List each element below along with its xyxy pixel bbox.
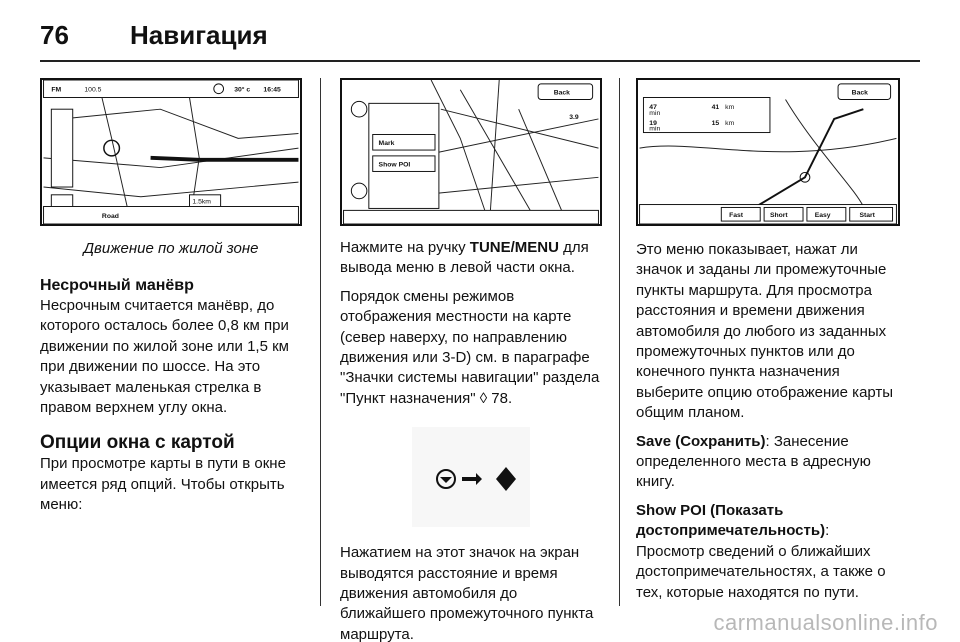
svg-text:Short: Short	[769, 212, 788, 220]
waypoint-icon-figure	[412, 427, 530, 527]
map-illustration-route	[638, 80, 898, 224]
column-1	[40, 78, 302, 516]
svg-text:km: km	[725, 104, 735, 112]
section-heading-maneuver: Несрочный манёвр	[40, 277, 194, 294]
clock-label: 16:45	[263, 86, 281, 94]
row2-distance: 15	[711, 119, 720, 127]
row1-time: 47	[649, 104, 657, 112]
svg-text:min: min	[649, 125, 661, 133]
distance-indicator: 3.9	[569, 113, 579, 121]
page-header	[40, 14, 920, 62]
figure-caption: Движение по жилой зоне	[83, 240, 259, 257]
fm-label: FM	[51, 86, 62, 94]
svg-text:km: km	[725, 119, 735, 127]
menu-description-paragraph: Это меню показывает, нажат ли значок и заданы ли промежуточные пункты маршрута. Для просмотра расстояния и времени движения автомобиля до любого из заданных промежуточных пунктов или до конечного пункта назначения выберите опцию отображение карты общим планом.	[636, 241, 894, 422]
arrow-icon	[462, 473, 482, 485]
svg-text:Fast: Fast	[729, 212, 744, 220]
view-modes-paragraph: Порядок смены режимов отображения местности на карте (север наверху, по направлению движения или 3-D) см. в параграфе "Значки системы навигации" раздела "Пункт назначения" ◊ 78.	[340, 287, 600, 407]
show-poi-description: Show POI (Показать достопримечательность): Просмотр сведений о ближайших достопримечательностях, а также о тех, которые находятся по пути.	[636, 501, 886, 601]
tune-menu-paragraph: Нажмите на ручку TUNE/MENU для вывода меню в левой части окна.	[340, 239, 589, 277]
watermark: carmanualsonline.info	[713, 610, 938, 635]
distance-label: 1.5km	[192, 198, 211, 206]
back-button-label[interactable]: Back	[851, 89, 868, 97]
route-line	[756, 109, 863, 206]
nav-up-icon	[351, 101, 367, 117]
waypoint-diamond-icon	[496, 467, 516, 491]
column-3	[636, 78, 900, 603]
nav-screen-menu	[340, 78, 602, 226]
svg-text:Start: Start	[859, 212, 875, 220]
back-button-label[interactable]: Back	[553, 89, 570, 97]
show-poi-label: Show POI	[378, 161, 411, 169]
svg-text:min: min	[649, 110, 661, 118]
nav-screen-residential	[40, 78, 302, 226]
maneuver-paragraph: Несрочным считается манёвр, до которого осталось более 0,8 км при движении по жилой зоне или 1,5 км при движении по шоссе. На это указывает маленькая стрелка в правом верхнем углу окна.	[40, 297, 289, 417]
map-options-paragraph: При просмотре карты в пути в окне имеется ряд опций. Чтобы открыть меню:	[40, 455, 286, 514]
page-number: 76	[40, 20, 69, 50]
nav-screen-route	[636, 78, 900, 226]
nav-down-icon	[351, 183, 367, 199]
svg-text:Easy: Easy	[814, 212, 831, 220]
page-title: Навигация	[130, 20, 268, 50]
column-divider-2	[619, 78, 620, 606]
vehicle-icon	[104, 140, 120, 156]
frequency-label: 100.5	[84, 86, 102, 94]
mark-button-label: Mark	[378, 140, 395, 148]
column-2	[340, 78, 602, 642]
waypoint-paragraph: Нажатием на этот значок на экран выводятся расстояние и время движения автомобиля до ближайшего промежуточного пункта маршрута.	[340, 544, 594, 642]
temperature-label: 30° c	[234, 86, 251, 94]
section-heading-map-options: Опции окна с картой	[40, 432, 235, 454]
row2-time: 19	[649, 119, 657, 127]
map-illustration	[42, 80, 300, 224]
road-label: Road	[101, 213, 119, 221]
column-divider-1	[320, 78, 321, 606]
map-illustration-menu	[342, 80, 600, 224]
row1-distance: 41	[711, 104, 720, 112]
save-description: Save (Сохранить): Занесение определенного места в адресную книгу.	[636, 432, 871, 491]
